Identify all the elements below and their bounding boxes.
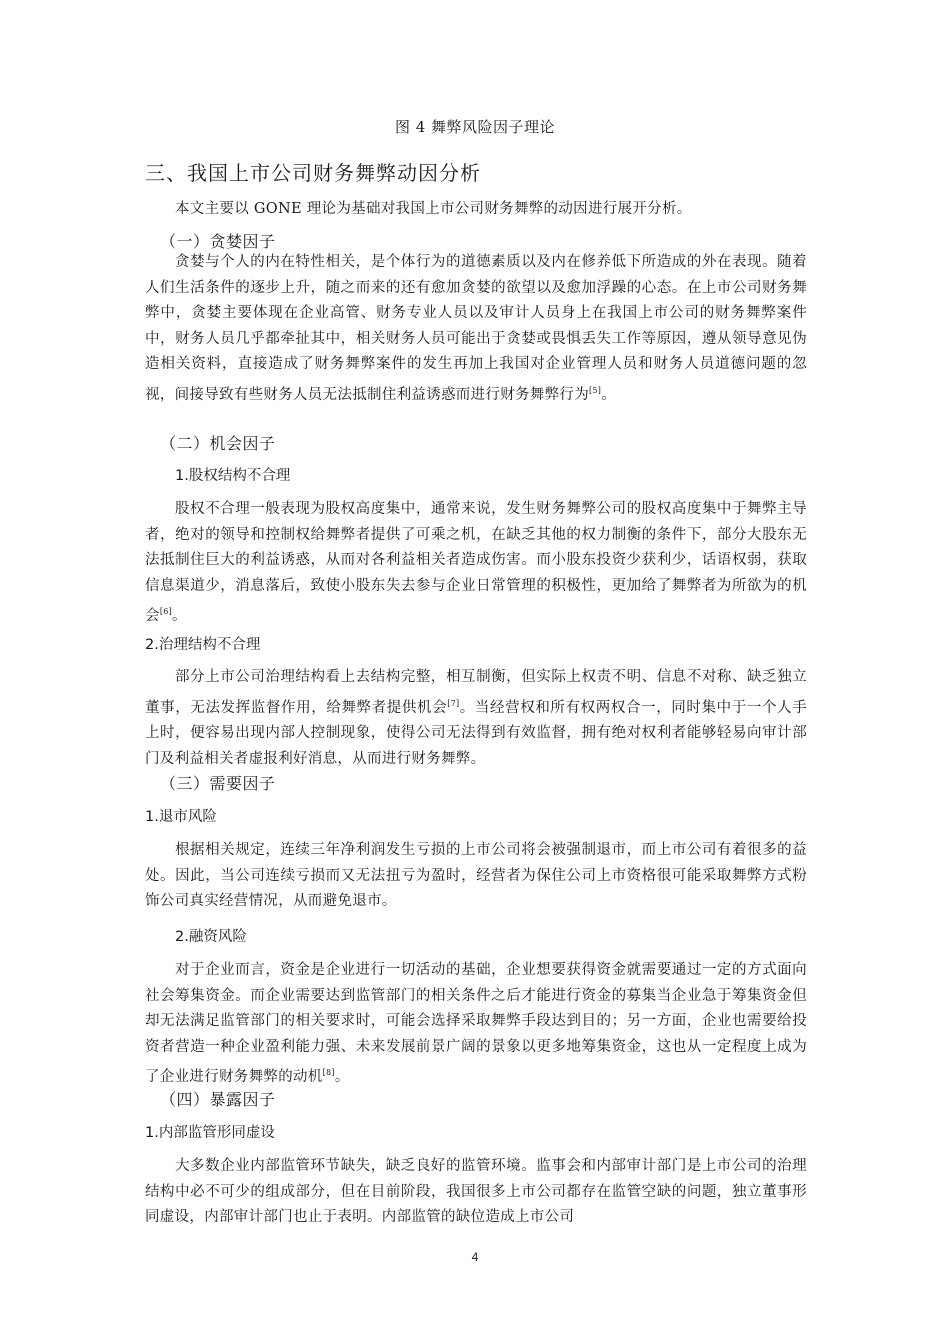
financing-risk-paragraph: 对于企业而言，资金是企业进行一切活动的基础，企业想要获得资金就需要通过一定的方式面向社会筹集资金。而企业需要达到监管部门的相关条件之后才能进行资金的募集当企业急于筹集资金但却无法满足监管部门的相关要求时，可能会选择采取舞弊手段达到目的；另一方面，企业也需要给投资者营造一种企业盈利能力强、未来发展前景广阔的景象以更多地筹集资金，这也从一定程度上成为了企业进行财务舞弊的动机[8]。 — [145, 962, 807, 1086]
delisting-risk-heading: 1.退市风险 — [145, 809, 217, 825]
intro-paragraph: 本文主要以 GONE 理论为基础对我国上市公司财务舞弊的动因进行展开分析。 — [175, 201, 692, 217]
citation-ref: [6] — [159, 607, 173, 617]
exposure-heading: （四）暴露因子 — [160, 1090, 276, 1109]
citation-ref: [8] — [322, 1068, 335, 1078]
opportunity-heading: （二）机会因子 — [160, 434, 276, 453]
financing-risk-heading: 2.融资风险 — [175, 929, 247, 945]
delisting-risk-paragraph: 根据相关规定，连续三年净利润发生亏损的上市公司将会被强制退市，而上市公司有着很多的益处。因此，当公司连续亏损而又无法扭亏为盈时，经营者为保住公司上市资格很可能采取舞弊方式粉饰公司真实经营情况，从而避免退市。 — [145, 842, 807, 910]
internal-supervision-heading: 1.内部监管形同虚设 — [145, 1125, 275, 1141]
greed-heading: （一）贪婪因子 — [160, 232, 276, 251]
equity-structure-heading: 1.股权结构不合理 — [175, 468, 291, 484]
need-heading: （三）需要因子 — [160, 774, 276, 793]
equity-structure-paragraph: 股权不合理一般表现为股权高度集中，通常来说，发生财务舞弊公司的股权高度集中于舞弊主导者，绝对的领导和控制权给舞弊者提供了可乘之机，在缺乏其他的权力制衡的条件下，部分大股东无法抵制住巨大的利益诱惑，从而对各利益相关者造成伤害。而小股东投资少获利少，话语权弱，获取信息渠道少，消息落后，致使小股东失去参与企业日常管理的积极性，更加给了舞弊者为所欲为的机会[6]。 — [145, 501, 807, 625]
page-number: 4 — [471, 1250, 479, 1264]
governance-structure-heading: 2.治理结构不合理 — [145, 637, 261, 653]
citation-ref: [7] — [447, 698, 460, 708]
figure-caption: 图 4 舞弊风险因子理论 — [394, 118, 556, 136]
internal-supervision-paragraph: 大多数企业内部监管环节缺失，缺乏良好的监管环境。监事会和内部审计部门是上市公司的治理结构中必不可少的组成部分，但在目前阶段，我国很多上市公司都存在监管空缺的问题，独立董事形同虚设，内部审计部门也止于表明。内部监管的缺位造成上市公司 — [145, 1158, 807, 1226]
citation-ref: [5] — [589, 385, 602, 395]
governance-structure-paragraph: 部分上市公司治理结构看上去结构完整，相互制衡，但实际上权责不明、信息不对称、缺乏独立董事，无法发挥监督作用，给舞弊者提供机会[7]。当经营权和所有权两权合一，同时集中于一个人手上时，便容易出现内部人控制现象，使得公司无法得到有效监督，拥有绝对权利者能够轻易向审计部门及利益相关者虚报利好消息，从而进行财务舞弊。 — [145, 669, 807, 767]
section-title: 三、我国上市公司财务舞弊动因分析 — [145, 161, 481, 185]
greed-paragraph: 贪婪与个人的内在特性相关，是个体行为的道德素质以及内在修养低下所造成的外在表现。随着人们生活条件的逐步上升，随之而来的还有愈加贪婪的欲望以及愈加浮躁的心态。在上市公司财务舞弊中，贪婪主要体现在企业高管、财务专业人员以及审计人员身上在我国上市公司的财务舞弊案件中，财务人员几乎都牵扯其中，相关财务人员可能出于贪婪或畏惧丢失工作等原因，遵从领导意见伪造相关资料，直接造成了财务舞弊案件的发生再加上我国对企业管理人员和财务人员道德问题的忽视，间接导致有些财务人员无法抵制住利益诱惑而进行财务舞弊行为[5]。 — [145, 254, 807, 403]
